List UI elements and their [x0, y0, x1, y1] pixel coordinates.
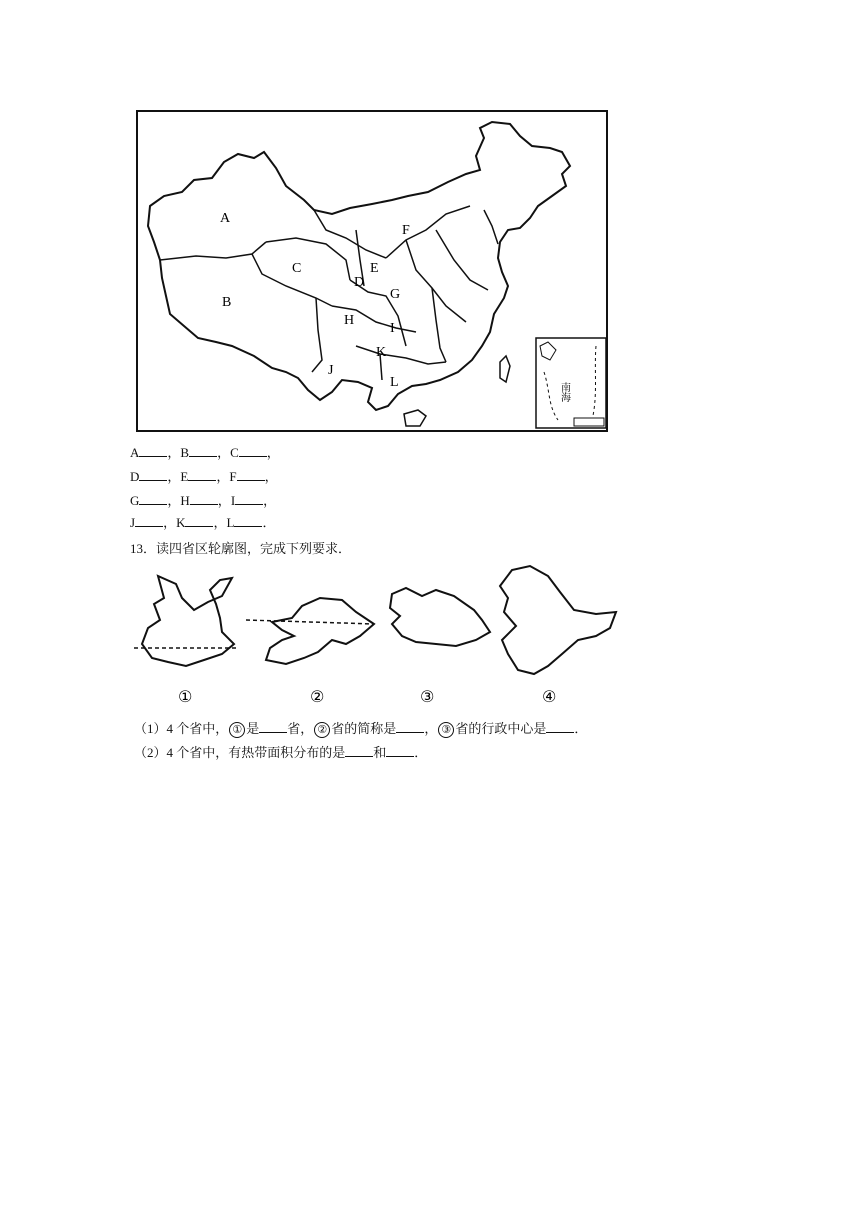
question-13-sub2: [134, 742, 427, 761]
region-C: C: [292, 261, 302, 276]
sub1-blank-3[interactable]: [546, 720, 574, 733]
sub1-text-6: ．: [574, 721, 588, 736]
blank-e[interactable]: [188, 468, 216, 481]
blank-i[interactable]: [235, 492, 263, 505]
china-map-svg: [136, 110, 608, 432]
letter-g: G: [130, 493, 140, 508]
region-I: I: [390, 321, 395, 336]
blank-d[interactable]: [139, 468, 167, 481]
sub1-circle-3: ③: [438, 722, 454, 738]
blanks-line-3: G ，H ，I ，: [130, 493, 277, 508]
letter-j: J: [130, 515, 136, 530]
region-G: G: [390, 287, 401, 302]
inset-label: 南海: [558, 382, 570, 402]
question-13-title: 13．读四省区轮廓图，完成下列要求．: [130, 541, 352, 556]
blank-l[interactable]: [234, 514, 262, 527]
sub1-blank-1[interactable]: [259, 720, 287, 733]
region-D: D: [354, 275, 365, 290]
region-A: A: [220, 211, 231, 226]
letter-l: L: [226, 515, 235, 530]
region-F: F: [402, 223, 410, 238]
letter-c: C: [230, 445, 239, 460]
blank-c[interactable]: [239, 444, 267, 457]
blank-g[interactable]: [139, 492, 167, 505]
region-H: H: [344, 313, 355, 328]
sub1-text-1: 是: [246, 721, 260, 736]
region-J: J: [328, 363, 334, 378]
blanks-line-2: D ，E ，F ，: [130, 469, 278, 484]
blanks-line-4: J ，K ，L ．: [130, 515, 276, 530]
sub1-circle-2: ②: [314, 722, 330, 738]
sub2-text-2: ．: [414, 745, 428, 760]
letter-k: K: [176, 515, 186, 530]
sub1-text-2: 省，: [287, 721, 314, 736]
sub2-blank-1[interactable]: [345, 744, 373, 757]
shape-number-3: ③: [420, 687, 435, 706]
shape-number-4: ④: [542, 687, 557, 706]
question-13-sub1: [134, 718, 587, 738]
letter-i: I: [230, 493, 236, 508]
region-B: B: [222, 295, 232, 310]
shape-number-2: ②: [310, 687, 325, 706]
letter-e: E: [180, 469, 189, 484]
letter-h: H: [180, 493, 190, 508]
blank-h[interactable]: [190, 492, 218, 505]
sub1-text-4: ，: [424, 721, 438, 736]
sub2-prefix: （2）4 个省中，有热带面积分布的是: [134, 745, 346, 760]
province-outlines-svg: [130, 562, 630, 710]
blank-k[interactable]: [185, 514, 213, 527]
blank-b[interactable]: [189, 444, 217, 457]
sub1-prefix: （1）4 个省中，: [134, 721, 229, 736]
china-map: [136, 110, 608, 432]
south-china-sea-inset: [536, 338, 606, 428]
sub1-circle-1: ①: [229, 722, 245, 738]
blanks-line-1: A ，B ，C ，: [130, 445, 280, 460]
sub1-text-3: 省的简称是: [331, 721, 397, 736]
blank-j[interactable]: [135, 514, 163, 527]
region-E: E: [370, 261, 379, 276]
letter-d: D: [130, 469, 140, 484]
letter-a: A: [130, 445, 140, 460]
letter-b: B: [180, 445, 190, 460]
blank-a[interactable]: [139, 444, 167, 457]
region-L: L: [390, 375, 399, 390]
sub2-blank-2[interactable]: [386, 744, 414, 757]
province-outlines: [130, 562, 630, 710]
sub2-text-1: 和: [373, 745, 387, 760]
shape-number-1: ①: [178, 687, 193, 706]
region-K: K: [376, 345, 387, 360]
blank-f[interactable]: [237, 468, 265, 481]
sub1-blank-2[interactable]: [396, 720, 424, 733]
sub1-text-5: 省的行政中心是: [455, 721, 547, 736]
letter-f: F: [229, 469, 237, 484]
